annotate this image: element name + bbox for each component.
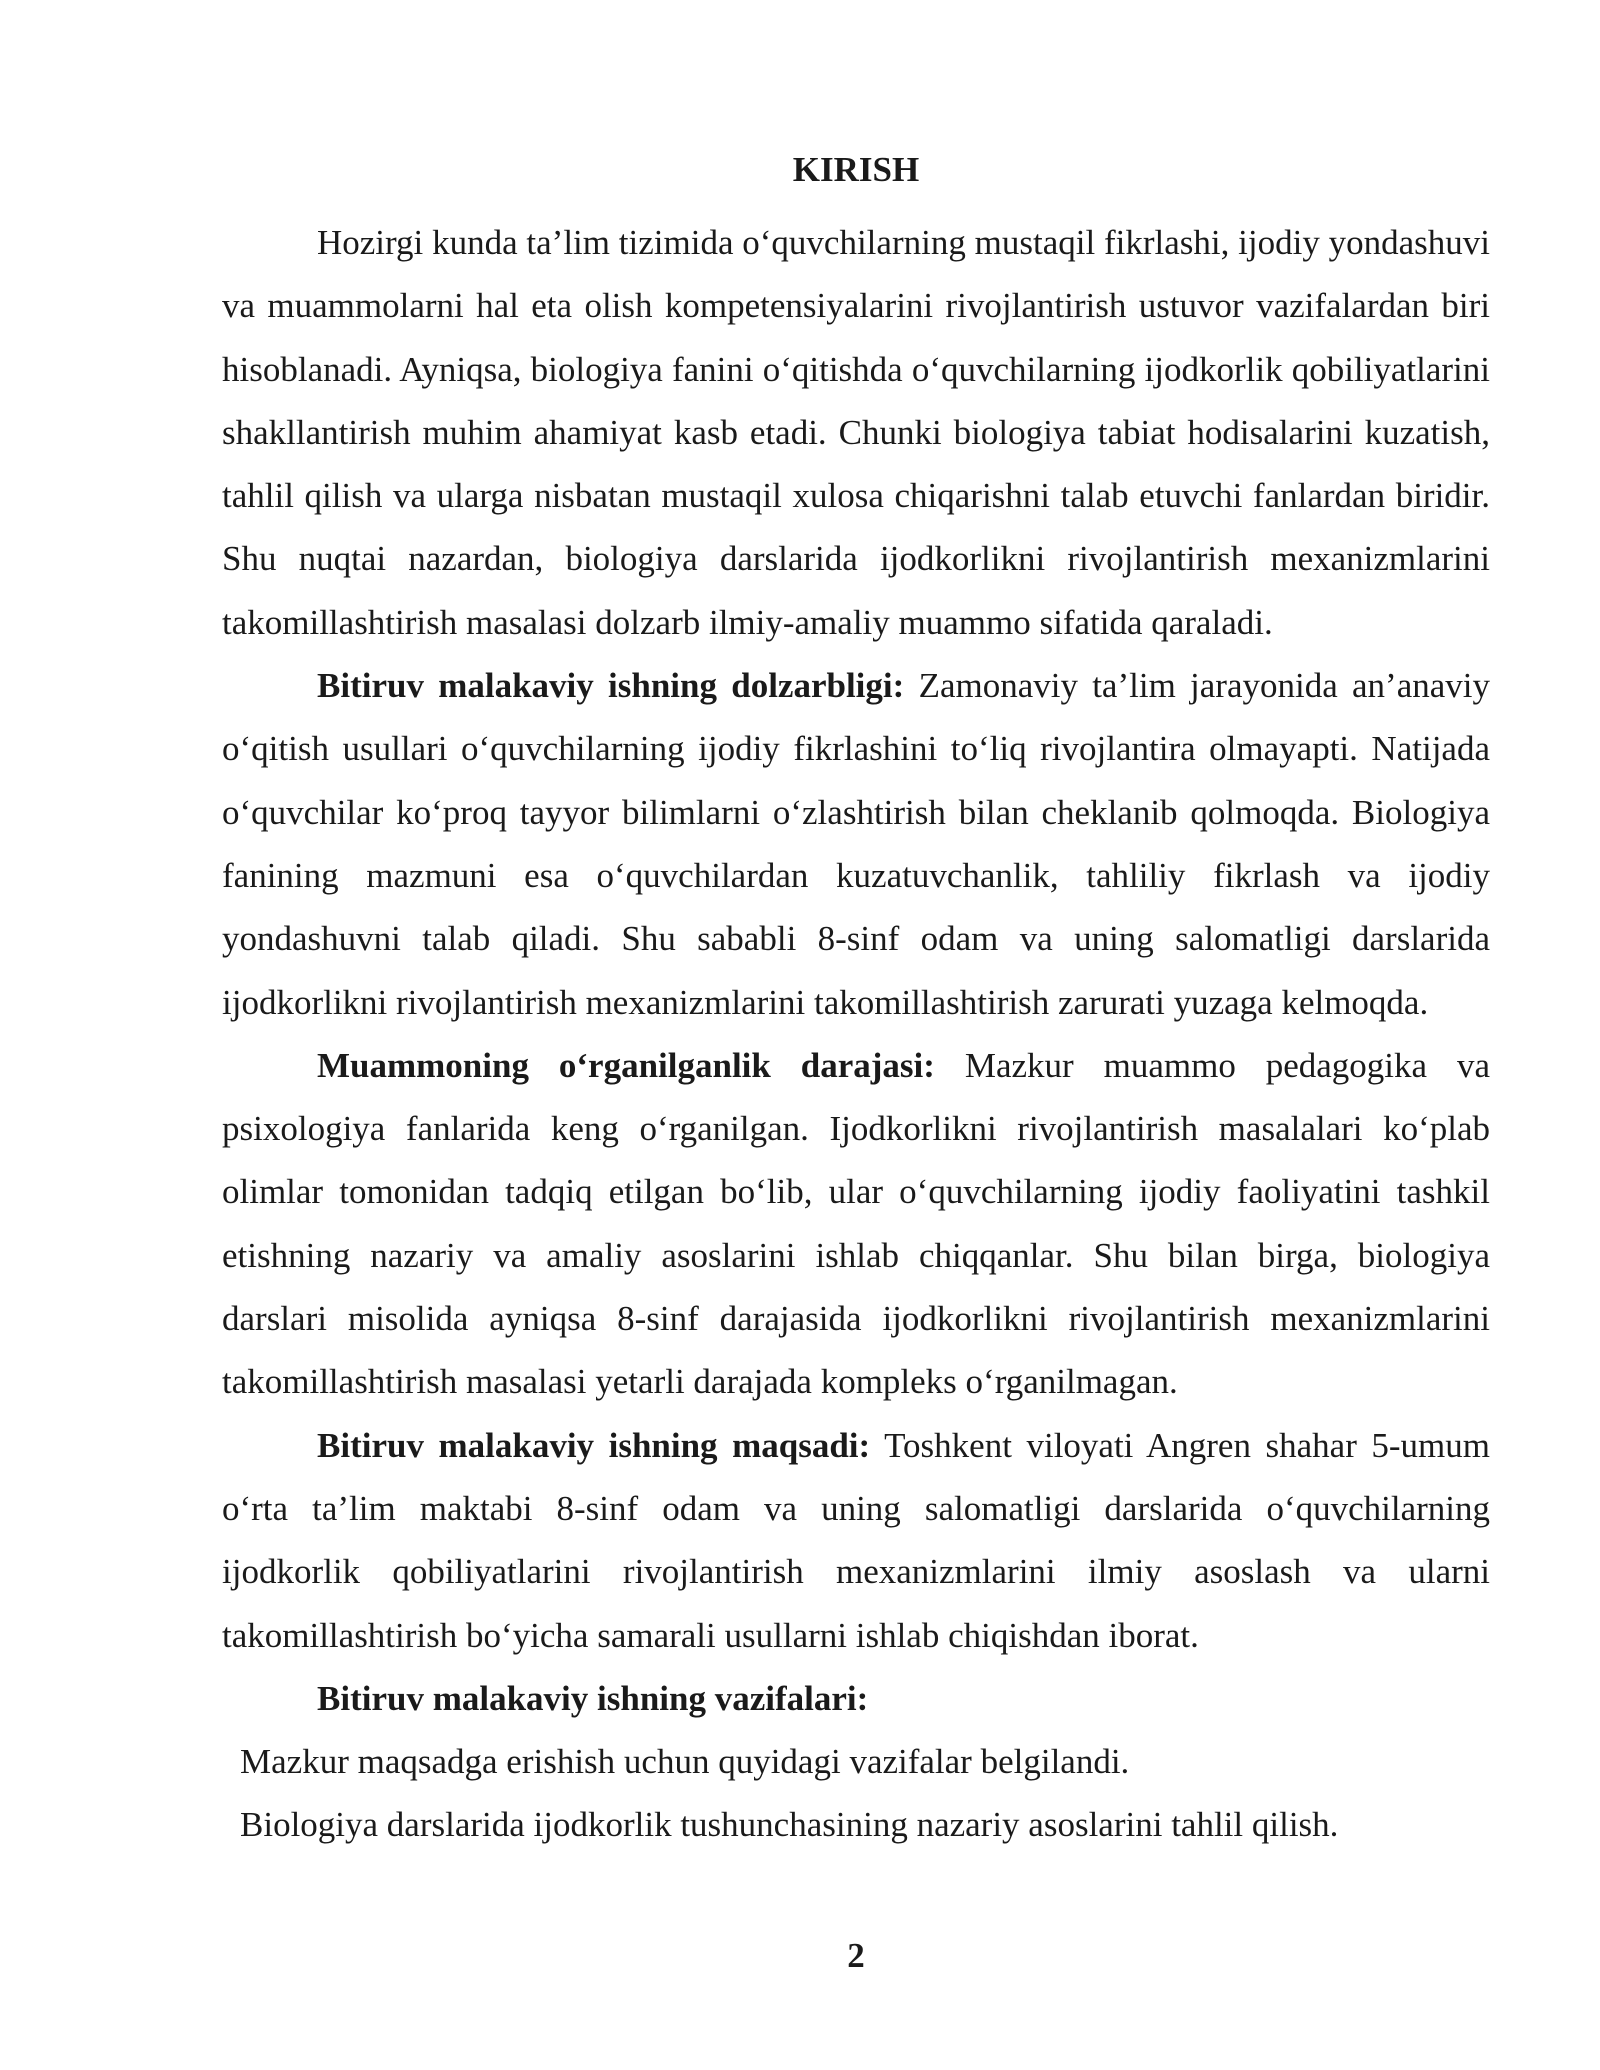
goal-text: Toshkent viloyati Angren shahar 5-umum o‘rta ta’lim maktabi 8-sinf odam va uning salomatligi darslarida o‘quvchilarning ijodkorlik qobiliyatlarini rivojlantirish mexanizmlarini ilmiy asoslash va ularni takomillashtirish bo‘yicha samarali usullarni ishlab chiqishdan iborat. [222,1425,1490,1655]
document-page [222,148,1490,1857]
goal-paragraph [222,1414,1490,1667]
goal-heading: Bitiruv malakaviy ishning maqsadi: [317,1425,871,1465]
tasks-heading-paragraph [222,1667,1490,1730]
relevance-text: Zamonaviy ta’lim jarayonida an’anaviy o‘qitish usullari o‘quvchilarning ijodiy fikrlashini to‘liq rivojlantira olmayapti. Natijada o‘quvchilar ko‘proq tayyor bilimlarni o‘zlashtirish bilan cheklanib qolmoqda. Biologiya fanining mazmuni esa o‘quvchilardan kuzatuvchanlik, tahliliy fikrlash va ijodiy yondashuvni talab qiladi. Shu sababli 8-sinf odam va uning salomatligi darslarida ijodkorlikni rivojlantirish mexanizmlarini takomillashtirish zarurati yuzaga kelmoqda. [222,666,1490,1022]
relevance-heading: Bitiruv malakaviy ishning dolzarbligi: [317,666,905,706]
tasks-line: Mazkur maqsadga erishish uchun quyidagi vazifalar belgilandi. [240,1742,1130,1782]
page-number: 2 [847,1936,865,1975]
document-title: KIRISH [792,150,920,189]
intro-paragraph: Hozirgi kunda ta’lim tizimida o‘quvchilarning mustaqil fikrlashi, ijodiy yondashuvi va muammolarni hal eta olish kompetensiyalarini rivojlantirish ustuvor vazifalardan biri hisoblanadi. Ayniqsa, biologiya fanini o‘qitishda o‘quvchilarning ijodkorlik qobiliyatlarini shakllantirish muhim ahamiyat kasb etadi. Chunki biologiya tabiat hodisalarini kuzatish, tahlil qilish va ularga nisbatan mustaqil xulosa chiqarishni talab etuvchi fanlardan biridir. Shu nuqtai nazardan, biologiya darslarida ijodkorlikni rivojlantirish mexanizmlarini takomillashtirish masalasi dolzarb ilmiy-amaliy muammo sifatida qaraladi. [222,223,1490,642]
tasks-line: Biologiya darslarida ijodkorlik tushunchasining nazariy asoslarini tahlil qilish. [240,1805,1339,1845]
tasks-heading: Bitiruv malakaviy ishning vazifalari: [317,1678,869,1718]
study-degree-heading: Muammoning o‘rganilganlik darajasi: [317,1045,935,1085]
relevance-paragraph [222,654,1490,1034]
study-degree-text: Mazkur muammo pedagogika va psixologiya fanlarida keng o‘rganilgan. Ijodkorlikni rivojlantirish masalalari ko‘plab olimlar tomonidan tadqiq etilgan bo‘lib, ular o‘quvchilarning ijodiy faoliyatini tashkil etishning nazariy va amaliy asoslarini ishlab chiqqanlar. Shu bilan birga, biologiya darslari misolida ayniqsa 8-sinf darajasida ijodkorlikni rivojlantirish mexanizmlarini takomillashtirish masalasi yetarli darajada kompleks o‘rganilmagan. [222,1045,1491,1402]
study-degree-paragraph [222,1034,1490,1414]
